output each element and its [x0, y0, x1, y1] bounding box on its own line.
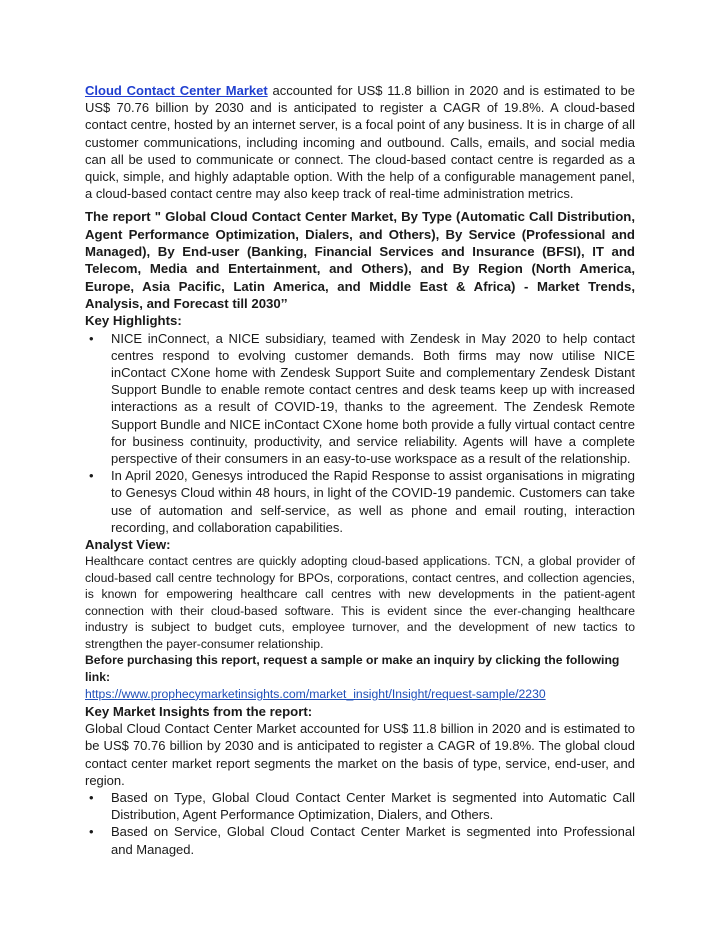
key-insights-text: Global Cloud Contact Center Market accounted for US$ 11.8 billion in 2020 and is estimated to be US$ 70.76 billion by 2030 and is anticipated to register a CAGR of 19.8%. The global cloud contact center market report segments the market on the basis of type, service, end-user, and region. [85, 721, 635, 788]
key-insights-list [85, 789, 635, 858]
bullet-icon: • [89, 824, 94, 840]
list-item [85, 467, 635, 536]
analyst-view-text: Healthcare contact centres are quickly adopting cloud-based applications. TCN, a global provider of cloud-based call centre technology for BPOs, corporations, contact centres, and collection agencies, is known for empowering healthcare call centres with new developments in the patient-agent connection with their cloud-based software. This is evident since the ever-changing healthcare industry is subject to budget cuts, employee turnover, and the development of new tactics to strengthen the payer-consumer relationship. [85, 554, 635, 651]
intro-paragraph [85, 82, 635, 202]
list-item [85, 823, 635, 857]
bullet-icon: • [89, 789, 94, 805]
list-item-text: In April 2020, Genesys introduced the Rapid Response to assist organisations in migrating to Genesys Cloud within 48 hours, in light of the COVID-19 pandemic. Customers can take use of automation and self-service, as well as phone and email routing, interaction recording, and collaboration capabilities. [111, 468, 635, 535]
key-highlights-heading: Key Highlights: [85, 313, 182, 329]
report-title: The report " Global Cloud Contact Center Market, By Type (Automatic Call Distribution, Agent Performance Optimization, Dialers, and Others), By Service (Professional and Managed), By End-user (Banking, Financial Services and Insurance (BFSI), IT and Telecom, Media and Entertainment, and Others), and By Region (North America, Europe, Asia Pacific, Latin America, and Middle East & Africa) - Market Trends, Analysis, and Forecast till 2030’’ [85, 209, 635, 311]
intro-text: accounted for US$ 11.8 billion in 2020 and is estimated to be US$ 70.76 billion by 2030 and is anticipated to register a CAGR of 19.8%. A cloud-based contact centre, hosted by an internet server, is a focal point of any business. It is in charge of all customer communications, including incoming and outbound. Calls, emails, and social media can all be used to communicate or connect. The cloud-based contact centre is regarded as a quick, simple, and highly adaptable option. With the help of a configurable management panel, a cloud-based contact centre may also keep track of real-time administration metrics. [85, 83, 635, 202]
key-highlights-list [85, 330, 635, 536]
bullet-icon: • [89, 468, 94, 484]
cta-text: Before purchasing this report, request a sample or make an inquiry by clicking the following link: [85, 653, 620, 684]
request-sample-link[interactable]: https://www.prophecymarketinsights.com/market_insight/Insight/request-sample/2230 [85, 686, 546, 701]
list-item-text: Based on Type, Global Cloud Contact Center Market is segmented into Automatic Call Distribution, Agent Performance Optimization, Dialers, and Others. [111, 789, 635, 823]
list-item [85, 789, 635, 823]
list-item-text: Based on Service, Global Cloud Contact Center Market is segmented into Professional and Managed. [111, 824, 635, 857]
bullet-icon: • [89, 330, 94, 346]
list-item-text: NICE inConnect, a NICE subsidiary, teamed with Zendesk in May 2020 to help contact centres respond to evolving customer demands. Both firms may now utilise NICE inContact CXone home with Zendesk Support Suite and complementary Zendesk Distant Support Bundle to enable remote contact centres and desk teams keep up with increased interactions as a result of COVID-19, thanks to the agreement. The Zendesk Remote Support Bundle and NICE inContact CXone home both provide a fully virtual contact centre for business continuity, productivity, and service reliability. Agents will have a complete perspective of their consumers in an easy-to-use workspace as a result of the relationship. [111, 330, 635, 466]
list-item [85, 330, 635, 468]
key-insights-heading: Key Market Insights from the report: [85, 703, 313, 719]
document-page [85, 82, 635, 858]
market-link[interactable]: Cloud Contact Center Market [85, 83, 268, 98]
analyst-view-heading: Analyst View: [85, 536, 171, 552]
